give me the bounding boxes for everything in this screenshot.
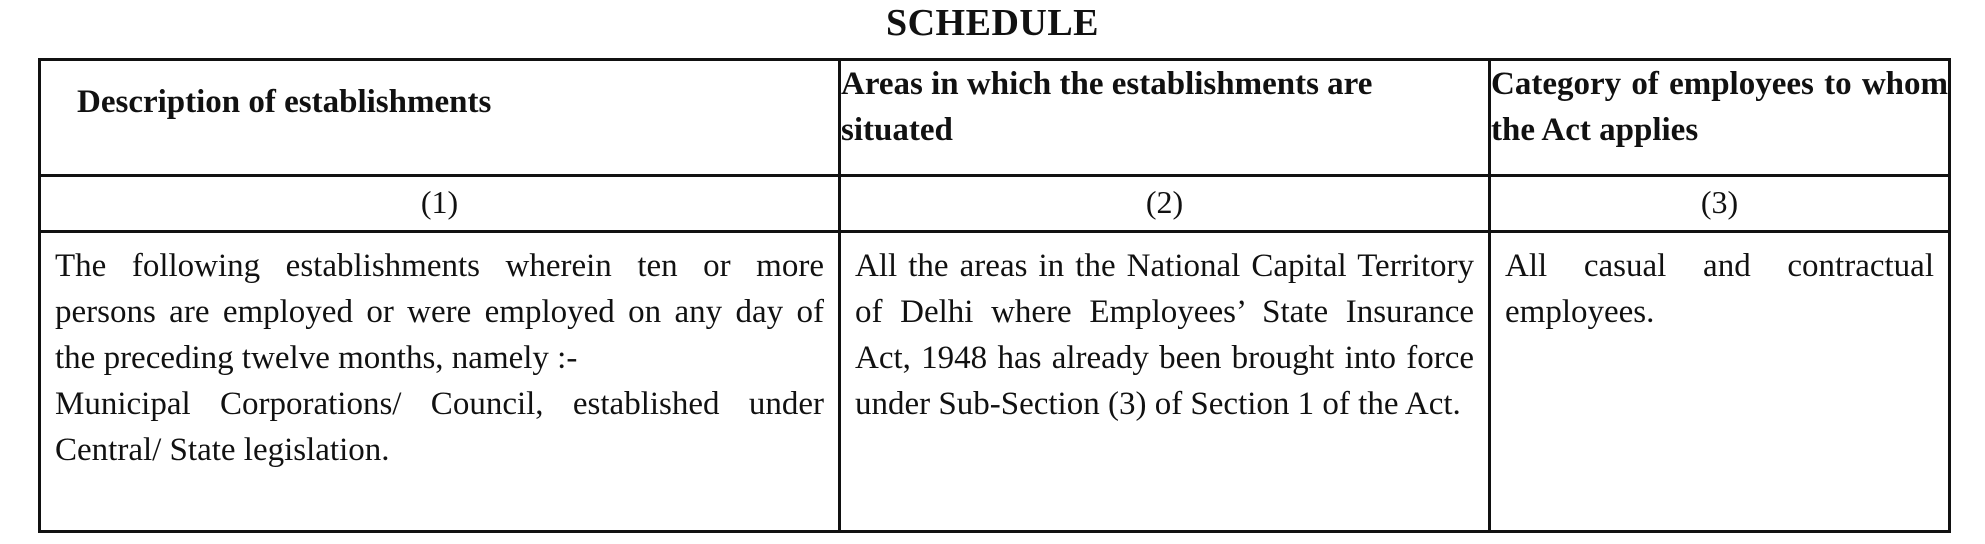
category-cell (1490, 232, 1950, 532)
column-number-row (40, 176, 1950, 232)
description-intro: The following establishments wherein ten or more persons are employed or were employed on any day of the preceding twelve months, namely :- (55, 248, 824, 376)
areas-text: All the areas in the National Capital Territory of Delhi where Employees’ State Insurance Act, 1948 has already been brought into force under Sub-Section (3) of Section 1 of the Act. (855, 248, 1474, 422)
header-category: Category of employees to whom the Act applies (1490, 60, 1950, 176)
header-description: Description of establishments (40, 60, 840, 176)
column-number-3: (3) (1490, 176, 1950, 232)
column-number-1: (1) (40, 176, 840, 232)
category-text: All casual and contractual employees. (1505, 248, 1934, 330)
table-row (40, 232, 1950, 532)
schedule-title: SCHEDULE (885, 2, 1100, 44)
description-cell (40, 232, 840, 532)
schedule-table (38, 58, 1951, 533)
header-areas: Areas in which the establishments are situated (840, 60, 1490, 176)
areas-cell (840, 232, 1490, 532)
description-item: Municipal Corporations/ Council, established under Central/ State legislation. (55, 386, 824, 468)
column-number-2: (2) (840, 176, 1490, 232)
table-header-row (40, 60, 1950, 176)
